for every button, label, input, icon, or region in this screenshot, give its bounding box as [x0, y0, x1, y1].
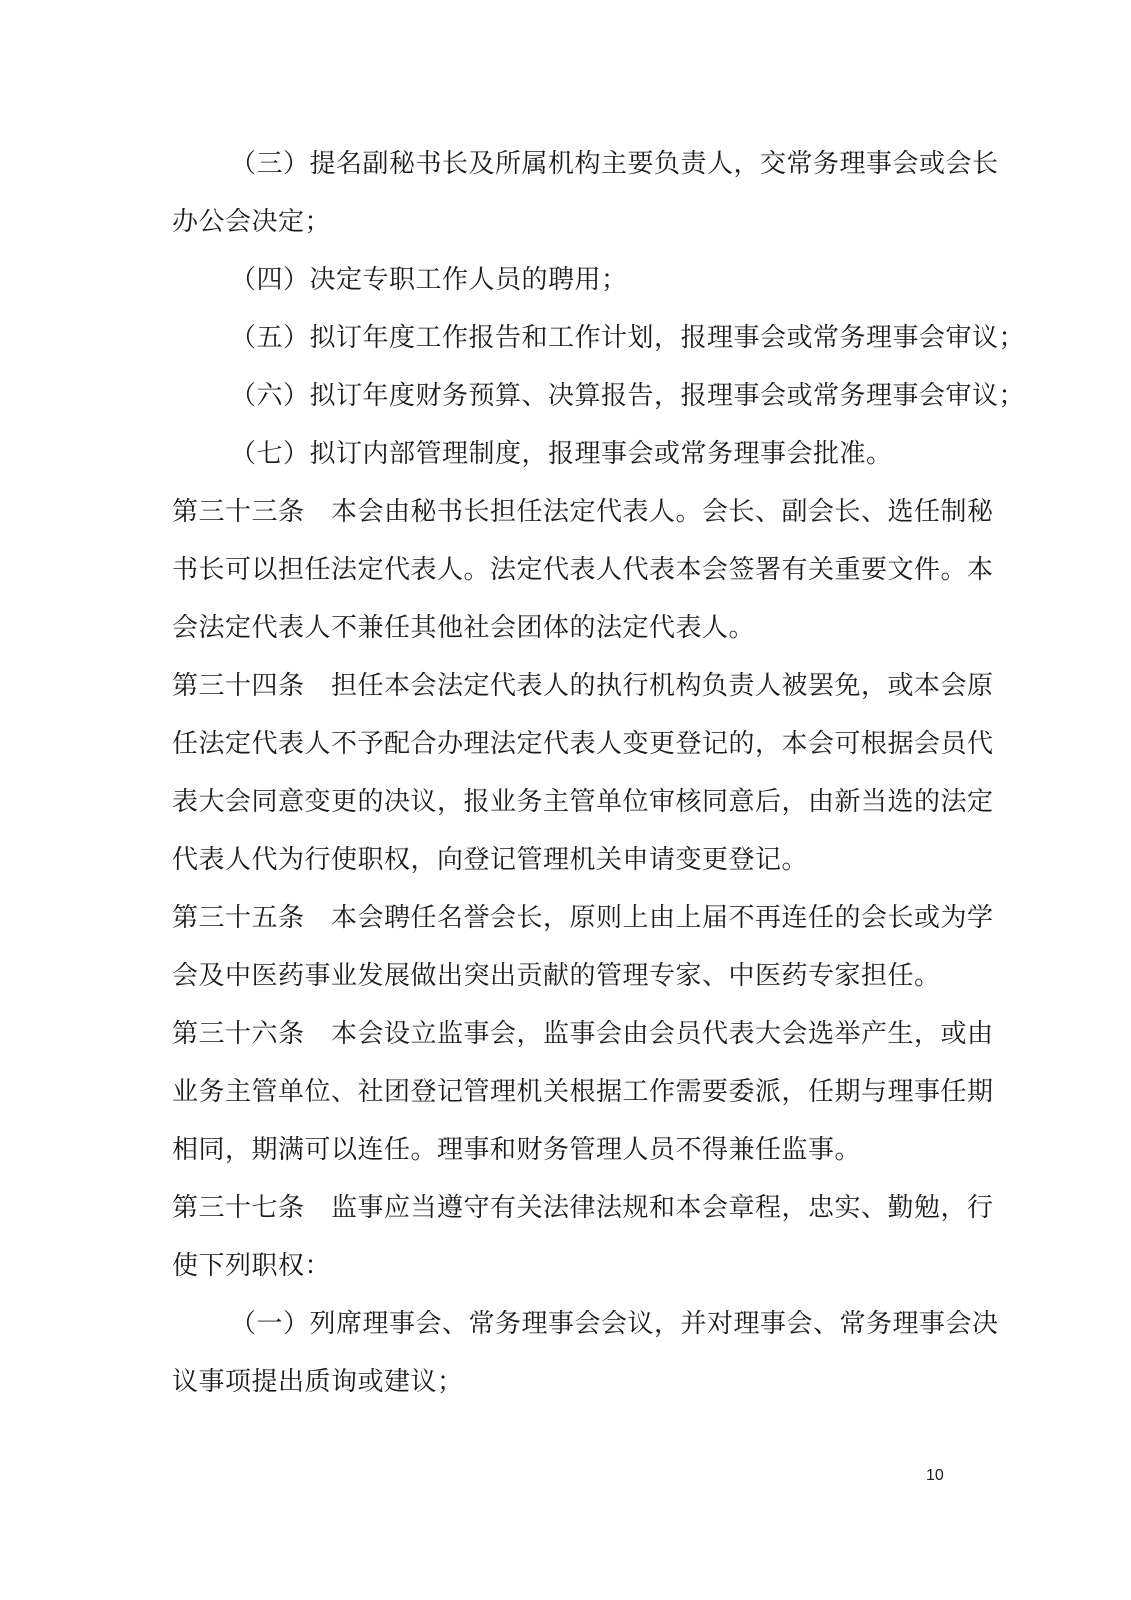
article-33-heading-line: 第三十三条 本会由秘书长担任法定代表人。会长、副会长、选任制秘 — [172, 497, 994, 527]
article-36-heading-line: 第三十六条 本会设立监事会，监事会由会员代表大会选举产生，或由 — [172, 1019, 994, 1049]
article-34-heading-line: 第三十四条 担任本会法定代表人的执行机构负责人被罢免，或本会原 — [172, 671, 994, 701]
page-number: 10 — [926, 1467, 944, 1484]
text-line: 表大会同意变更的决议，报业务主管单位审核同意后，由新当选的法定 — [172, 787, 994, 817]
article-37-heading-line: 第三十七条 监事应当遵守有关法律法规和本会章程，忠实、勤勉，行 — [172, 1193, 994, 1223]
text-line: （一）列席理事会、常务理事会会议，并对理事会、常务理事会决 — [230, 1309, 999, 1339]
text-line: 使下列职权： — [172, 1251, 332, 1281]
text-line: 会法定代表人不兼任其他社会团体的法定代表人。 — [172, 613, 756, 643]
text-line: 办公会决定； — [172, 207, 332, 237]
text-line: 相同，期满可以连任。理事和财务管理人员不得兼任监事。 — [172, 1135, 862, 1165]
text-line: 代表人代为行使职权，向登记管理机关申请变更登记。 — [172, 845, 809, 875]
text-line: （七）拟订内部管理制度，报理事会或常务理事会批准。 — [230, 439, 893, 469]
text-line: 任法定代表人不予配合办理法定代表人变更登记的，本会可根据会员代 — [172, 729, 994, 759]
text-line: 会及中医药事业发展做出突出贡献的管理专家、中医药专家担任。 — [172, 961, 941, 991]
text-line: （四）决定专职工作人员的聘用； — [230, 265, 628, 295]
text-line: （六）拟订年度财务预算、决算报告，报理事会或常务理事会审议； — [230, 381, 1026, 411]
text-line: （五）拟订年度工作报告和工作计划，报理事会或常务理事会审议； — [230, 323, 1026, 353]
text-line: 议事项提出质询或建议； — [172, 1367, 464, 1397]
article-35-heading-line: 第三十五条 本会聘任名誉会长，原则上由上届不再连任的会长或为学 — [172, 903, 994, 933]
text-line: 书长可以担任法定代表人。法定代表人代表本会签署有关重要文件。本 — [172, 555, 994, 585]
text-line: 业务主管单位、社团登记管理机关根据工作需要委派，任期与理事任期 — [172, 1077, 994, 1107]
text-line: （三）提名副秘书长及所属机构主要负责人，交常务理事会或会长 — [230, 149, 999, 179]
